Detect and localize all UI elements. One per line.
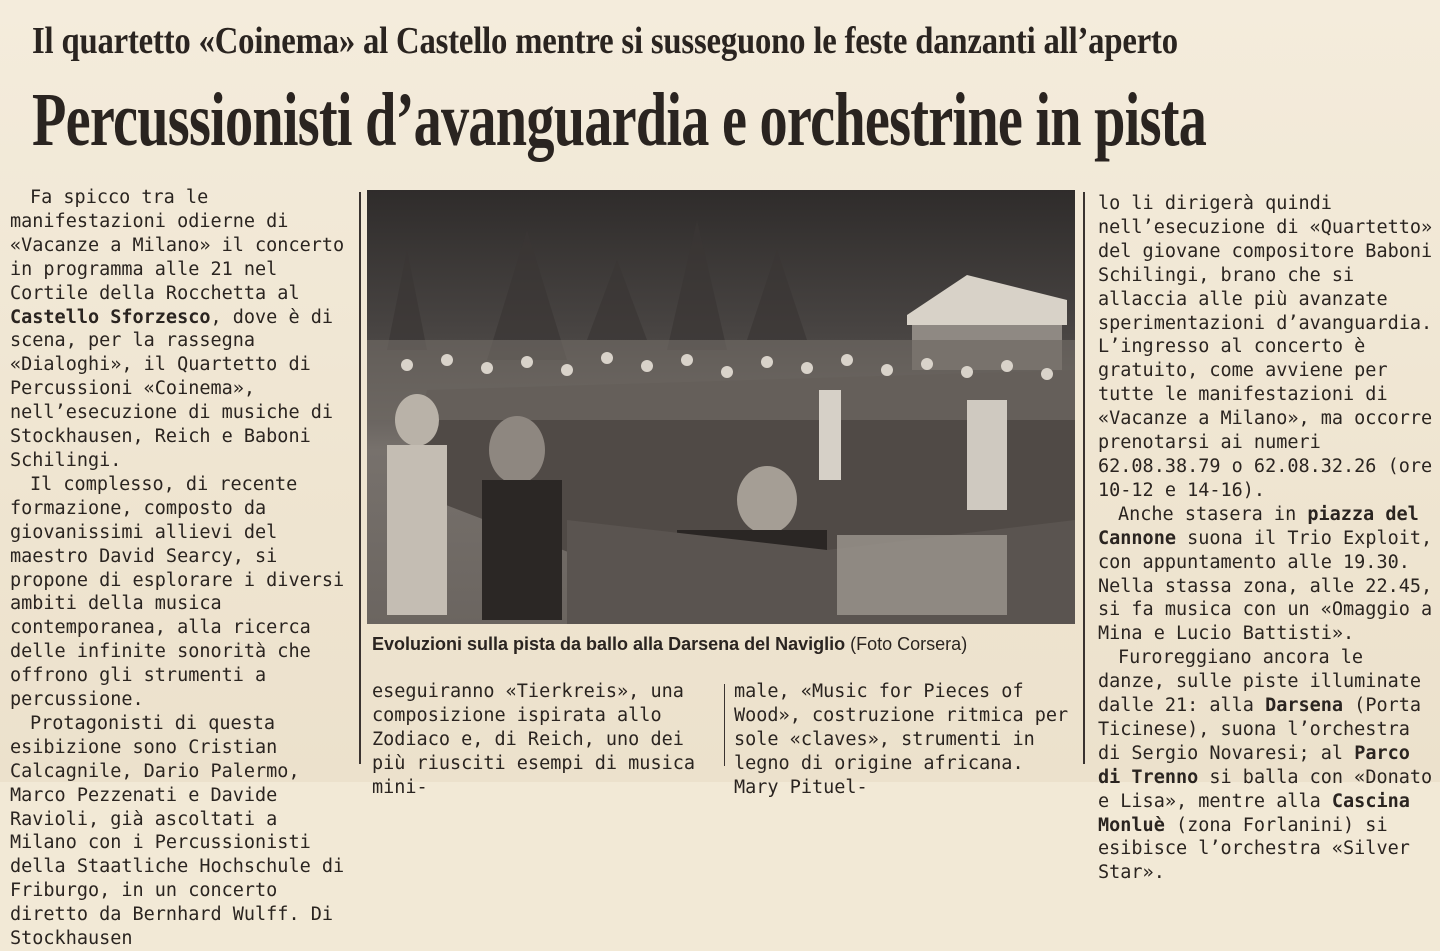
venue-piazza-del-cannone: piazza del Cannone [1098,503,1419,549]
venue-castello-sforzesco: Castello Sforzesco [10,306,211,328]
paragraph: eseguiranno «Tierkreis», una composizione ispirata allo Zodiaco e, di Reich, uno dei più riusciti esempi di musica mini- [372,681,696,798]
venue-cascina-monlue: Cascina Monluè [1098,790,1410,836]
article-column-3 [1098,192,1436,885]
photo-caption [372,632,1072,656]
column-divider [359,192,361,764]
paragraph-1: lo li dirigerà quindi nell’esecuzione di «Quartetto» del giovane compositore Baboni Schilingi, brano che si allaccia alle più avanzate sperimentazioni d’avanguardia. L’ingresso al concerto è gratuito, come avviene per tutte le manifestazioni di «Vacanze a Milano», ma occorre prenotarsi ai numeri 62.08.38.79 o 62.08.32.26 (ore 10-12 e 14-16). [1098,193,1433,501]
paragraph-2 [1098,503,1436,646]
text-run: si balla con «Donato e Lisa», mentre alla [1098,766,1433,812]
text-run: Fa spicco tra le manifestazioni odierne di «Vacanze a Milano» il concerto in programma alle 21 nel Cortile della Rocchetta al [10,187,345,304]
caption-text: Evoluzioni sulla pista da ballo alla Darsena del Naviglio [372,634,846,654]
paragraph: male, «Music for Pieces of Wood», costruzione ritmica per sole «claves», strumenti in legno di origine africana. Mary Pituel- [734,681,1069,798]
photo-image [367,190,1075,624]
article-headline: Percussionisti d’avanguardia e orchestrine in pista [32,78,1207,162]
article-column-1 [10,186,348,951]
article-kicker: Il quartetto «Coinema» al Castello mentre si susseguono le feste danzanti all’aperto [32,20,1178,62]
venue-darsena: Darsena [1265,695,1344,717]
paragraph-3: Protagonisti di questa esibizione sono Cristian Calcagnile, Dario Palermo, Marco Pezzenati e Davide Ravioli, già ascoltati a Milano con i Percussionisti della Staatliche Hochschule di Friburgo, in un concerto diretto da Bernhard Wulff. Di Stockhausen [10,712,345,950]
paragraph-1 [10,186,348,473]
caption-credit: (Foto Corsera) [850,634,968,654]
column-divider [1083,192,1085,764]
dance-floor-photo [367,190,1075,624]
text-run: suona il Trio Exploit, con appuntamento alle 19.30. Nella stassa zona, alle 22.45, si fa musica con un «Omaggio a Mina e Lucio Battisti». [1098,527,1433,645]
paragraph-3 [1098,646,1436,885]
venue-parco-di-trenno: Parco di Trenno [1098,742,1410,788]
text-run: (Porta Ticinese), suona l’orchestra di Sergio Novaresi; al [1098,695,1422,764]
column-divider [724,684,725,766]
text-run: , dove è di scena, per la rassegna «Dialoghi», il Quartetto di Percussioni «Coinema», nell’esecuzione di musiche di Stockhausen, Reich e Baboni Schilingi. [10,306,334,471]
text-run: Furoreggiano ancora le danze, sulle piste illuminate dalle 21: alla [1098,647,1422,717]
text-run: (zona Forlanini) si esibisce l’orchestra «Silver Star». [1098,814,1410,884]
text-run: Anche stasera in [1118,503,1308,525]
paragraph-2: Il complesso, di recente formazione, composto da giovanissimi allievi del maestro David Searcy, si propone di esplorare i diversi ambiti della musica contemporanea, alla ricerca delle infinite sonorità che offrono gli strumenti a percussione. [10,473,345,711]
